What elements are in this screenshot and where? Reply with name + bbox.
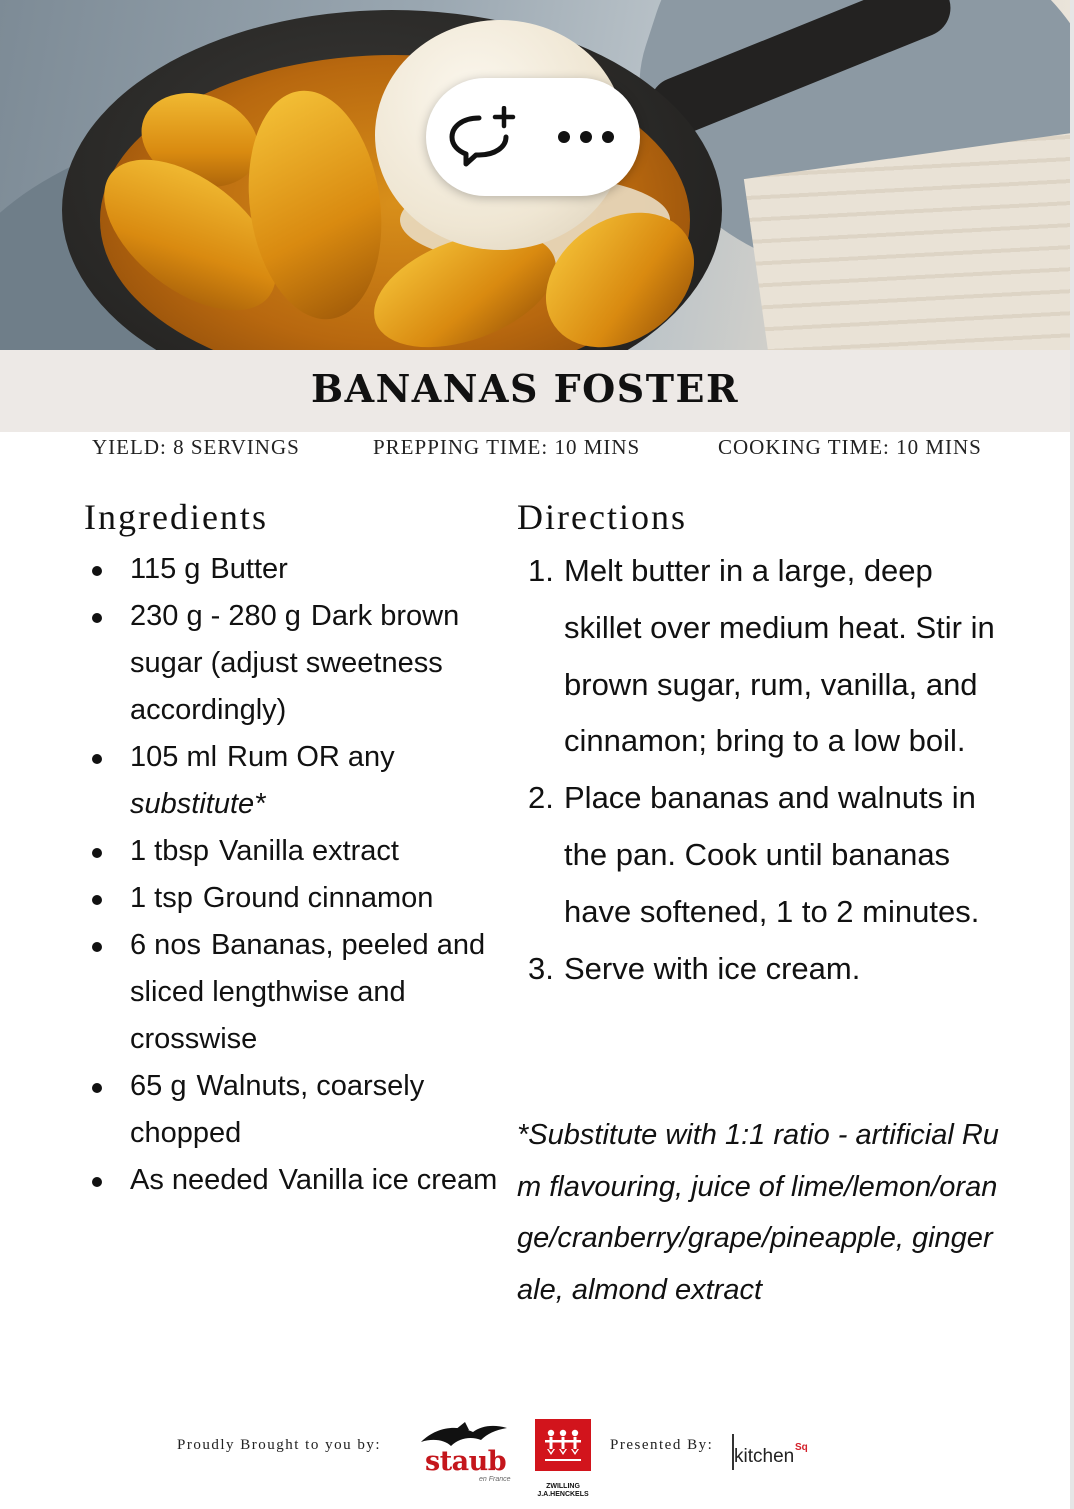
- step-number: 3.: [528, 950, 554, 986]
- ingredient-qty: 6 nos: [130, 929, 201, 961]
- image-action-pill: [426, 78, 640, 196]
- page-edge: [1070, 0, 1074, 1509]
- staub-subtext: en France: [479, 1476, 511, 1483]
- recipe-title: BANANAS FOSTER: [310, 366, 740, 411]
- ingredient-item: [130, 875, 510, 922]
- step-number: 1.: [528, 553, 554, 588]
- directions-list: [528, 543, 1004, 997]
- step-text: Melt butter in a large, deep skillet over medium heat. Stir in brown sugar, rum, vanilla, and cinnamon; bring to a low boil.: [564, 553, 995, 759]
- direction-step: [528, 941, 1004, 998]
- directions-heading: Directions: [517, 497, 687, 537]
- ingredient-qty: 230 g - 280 g: [130, 600, 301, 632]
- ingredient-name: Butter: [210, 553, 288, 585]
- ingredient-item: [130, 922, 510, 1063]
- step-text: Place bananas and walnuts in the pan. Cook until bananas have softened, 1 to 2 minutes.: [564, 780, 980, 929]
- add-comment-icon[interactable]: [446, 106, 516, 168]
- ingredient-name: Vanilla ice cream: [278, 1164, 498, 1196]
- ingredient-name-italic: substitute*: [130, 788, 266, 820]
- presented-by-label: Presented By:: [610, 1437, 714, 1453]
- ingredient-qty: 105 ml: [130, 741, 218, 773]
- ingredient-name: Rum OR any: [227, 741, 395, 773]
- ingredient-qty: 1 tsp: [130, 882, 193, 914]
- substitute-note: *Substitute with 1:1 ratio - artificial Rum flavouring, juice of lime/lemon/orange/cranberry/grape/pineapple, ginger ale, almond extract: [517, 1119, 999, 1306]
- direction-step: [528, 543, 1004, 770]
- ingredient-item: [130, 828, 510, 875]
- zwilling-twins-icon: [535, 1419, 591, 1471]
- zwilling-logo: [533, 1419, 595, 1503]
- staub-wordmark: staub: [425, 1446, 507, 1477]
- kitchen-wordmark: kitchen: [734, 1446, 795, 1467]
- ingredient-qty: As needed: [130, 1164, 269, 1196]
- ingredients-list: [130, 546, 510, 1204]
- staub-logo: [415, 1420, 519, 1486]
- kitchen-sq-logo: [730, 1428, 820, 1476]
- ingredient-name: Ground cinnamon: [202, 882, 434, 914]
- ingredient-item: [130, 593, 510, 734]
- ingredient-qty: 1 tbsp: [130, 835, 209, 867]
- ingredient-qty: 65 g: [130, 1070, 187, 1102]
- more-options-icon[interactable]: [552, 116, 620, 158]
- ingredient-item: [130, 1157, 510, 1204]
- recipe-yield: YIELD: 8 SERVINGS: [92, 435, 300, 459]
- kitchen-sq-mark: Sq: [795, 1442, 808, 1453]
- recipe-cook-time: COOKING TIME: 10 MINS: [718, 435, 982, 459]
- zwilling-wordmark: ZWILLING J.A.HENCKELS: [537, 1483, 589, 1498]
- ingredient-name: Vanilla extract: [219, 835, 399, 867]
- ingredients-heading: Ingredients: [84, 497, 268, 537]
- ingredient-qty: 115 g: [130, 553, 201, 585]
- ingredient-name: Bananas, peeled and sliced lengthwise and crosswise: [130, 929, 486, 1055]
- recipe-prep-time: PREPPING TIME: 10 MINS: [373, 435, 641, 459]
- ingredient-name: Walnuts, coarsely chopped: [130, 1070, 425, 1149]
- ingredient-name: Dark brown sugar (adjust sweetness accordingly): [130, 600, 460, 726]
- ingredient-item: [130, 1063, 510, 1157]
- step-text: Serve with ice cream.: [564, 950, 861, 986]
- brought-by-label: Proudly Brought to you by:: [177, 1437, 382, 1453]
- direction-step: [528, 770, 1004, 940]
- ingredient-item: [130, 734, 510, 828]
- step-number: 2.: [528, 780, 554, 816]
- ingredient-item: [130, 546, 510, 593]
